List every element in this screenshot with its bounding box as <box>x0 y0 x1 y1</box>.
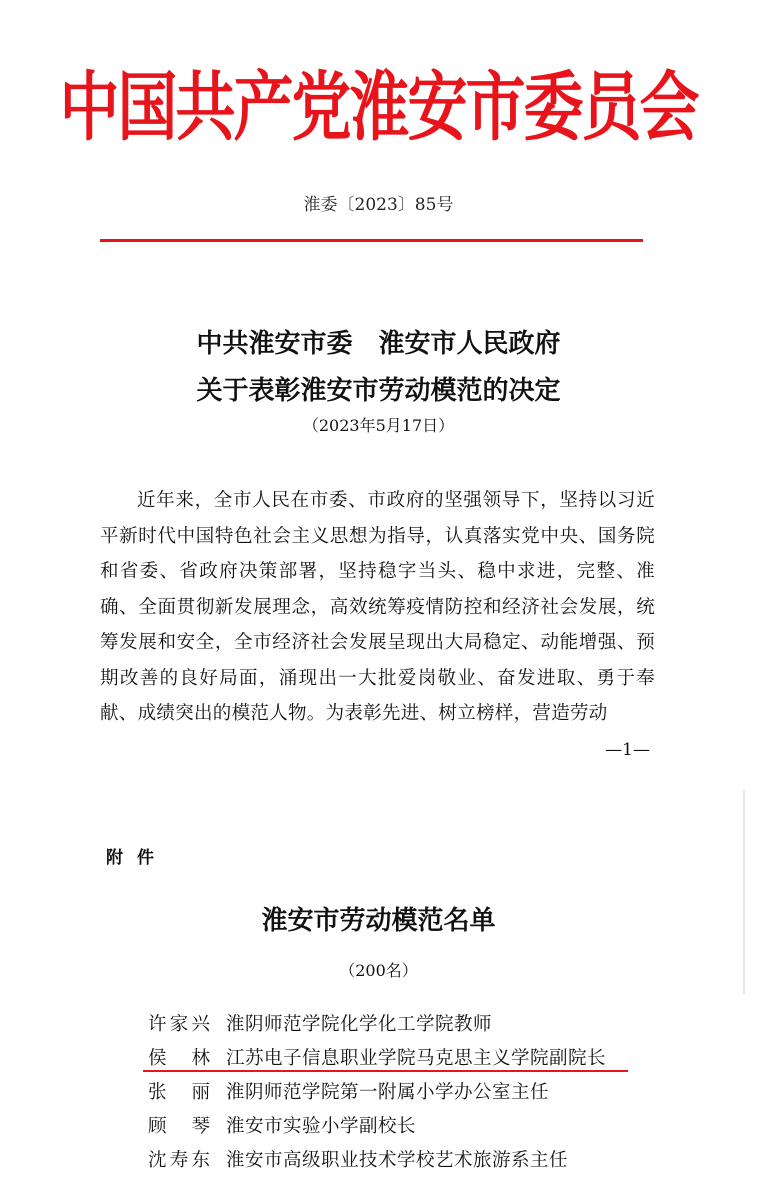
honoree-title: 江苏电子信息职业学院马克思主义学院副院长 <box>226 1048 607 1069</box>
list-item <box>148 1013 668 1047</box>
decision-title-line-1: 中共淮安市委 淮安市人民政府 <box>196 329 561 359</box>
honoree-name: 许家兴 <box>148 1014 210 1035</box>
honoree-name: 侯林 <box>148 1048 210 1069</box>
decision-date: （2023年5月17日） <box>302 416 455 435</box>
honoree-title: 淮阴师范学院化学化工学院教师 <box>226 1014 493 1035</box>
page-number: —1— <box>605 740 650 760</box>
list-item <box>148 1115 668 1149</box>
list-item <box>148 1081 668 1115</box>
honoree-title: 淮阴师范学院第一附属小学办公室主任 <box>226 1082 550 1103</box>
honoree-list <box>148 1013 668 1183</box>
decision-title-line-2: 关于表彰淮安市劳动模范的决定 <box>196 376 561 406</box>
decision-body-paragraph: 近年来，全市人民在市委、市政府的坚强领导下，坚持以习近平新时代中国特色社会主义思想为指导，认真落实党中央、国务院和省委、省政府决策部署，坚持稳字当头、稳中求进，完整、准确、全面贯彻新发展理念，高效统筹疫情防控和经济社会发展，统筹发展和安全，全市经济社会发展呈现出大局稳定、动能增强、预期改善的良好局面，涌现出一大批爱岗敬业、奋发进取、勇于奉献、成绩突出的模范人物。为表彰先进、树立榜样，营造劳动 <box>100 490 655 724</box>
honoree-name: 张丽 <box>148 1082 210 1103</box>
honoree-title: 淮安市实验小学副校长 <box>226 1116 417 1137</box>
highlight-underline <box>143 1070 628 1072</box>
list-item <box>148 1149 668 1183</box>
honoree-title: 淮安市高级职业技术学校艺术旅游系主任 <box>226 1150 569 1171</box>
honoree-name: 沈寿东 <box>148 1150 210 1171</box>
red-divider-line <box>100 239 643 242</box>
honoree-count: （200名） <box>339 961 418 980</box>
document-number: 淮委〔2023〕85号 <box>303 195 454 215</box>
honoree-name: 顾琴 <box>148 1116 210 1137</box>
issuing-organization-header: 中国共产党淮安市委员会 <box>59 64 698 152</box>
list-item-highlighted <box>148 1047 668 1081</box>
attachment-label: 附件 <box>106 848 168 868</box>
honoree-list-title: 淮安市劳动模范名单 <box>261 906 496 936</box>
